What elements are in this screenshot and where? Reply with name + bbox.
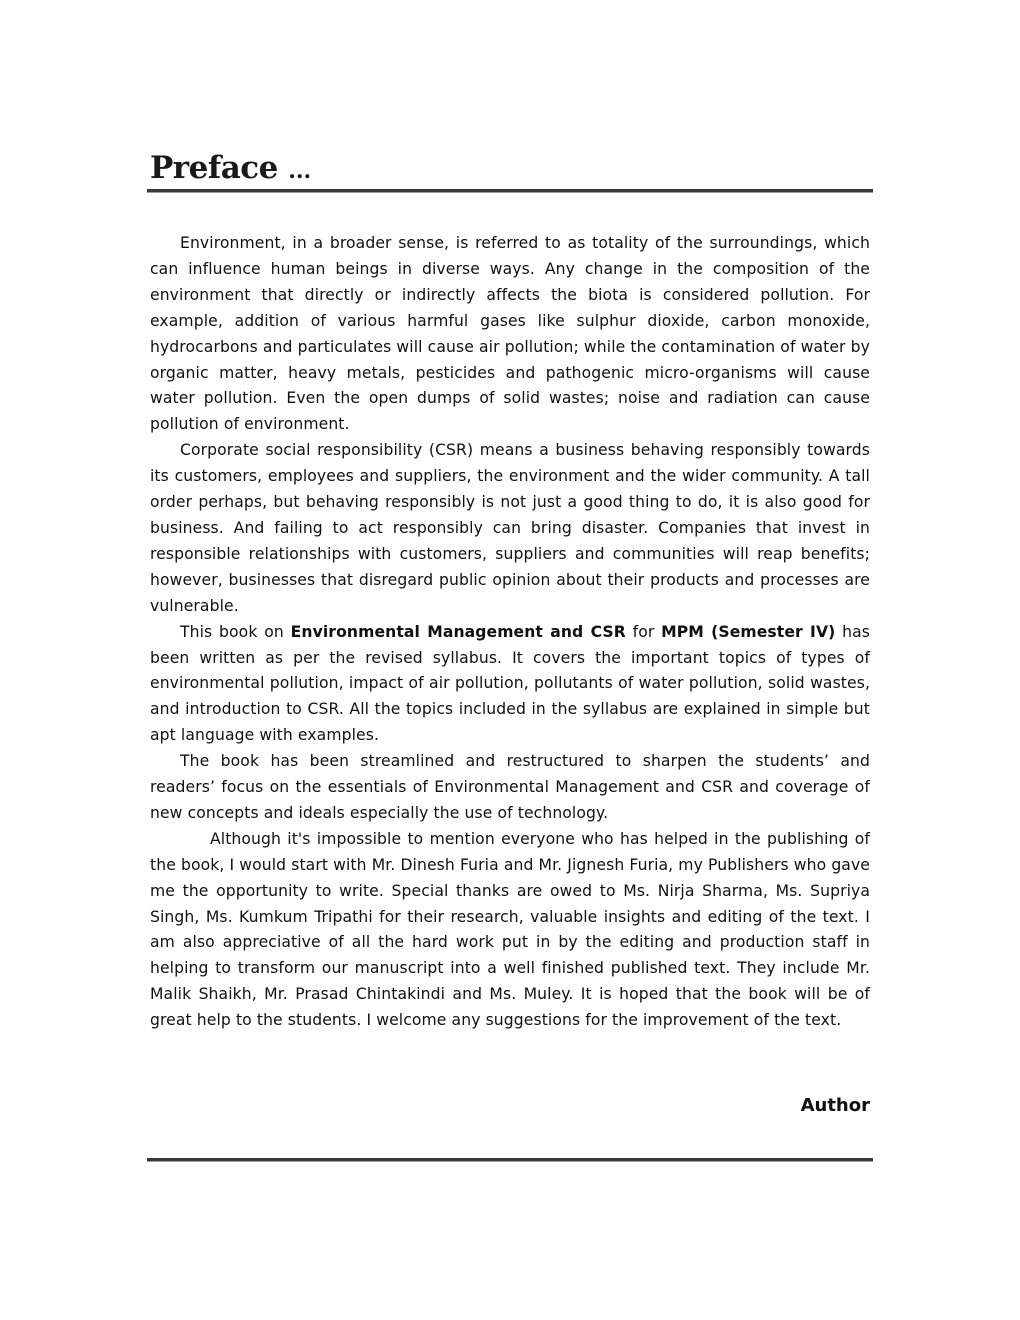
paragraph-text: for — [625, 622, 662, 641]
paragraph-book-scope — [150, 620, 870, 750]
author-signature: Author — [800, 1095, 870, 1116]
paragraph-csr: Corporate social responsibility (CSR) means a business behaving responsibly towards its customers, employees and suppliers, the environment and the wider community. A tall order perhaps, but behaving responsibly is not just a good thing to do, it is also good for business. And failing to act responsibly can bring disaster. Companies that invest in responsible relationships with customers, suppliers and communities will reap benefits; however, businesses that disregard public opinion about their products and processes are vulnerable. — [150, 441, 870, 615]
paragraph-text: This book on — [180, 622, 291, 641]
paragraph-acknowledgements: Although it's impossible to mention everyone who has helped in the publishing of the book, I would start with Mr. Dinesh Furia and Mr. Jignesh Furia, my Publishers who gave me the opportunity to write. Special thanks are owed to Ms. Nirja Sharma, Ms. Supriya Singh, Ms. Kumkum Tripathi for their research, valuable insights and editing of the text. I am also appreciative of all the hard work put in by the editing and production staff in helping to transform our manuscript into a well finished published text. They include Mr. Malik Shaikh, Mr. Prasad Chintakindi and Ms. Muley. It is hoped that the book will be of great help to the students. I welcome any suggestions for the improvement of the text. — [150, 829, 870, 1030]
paragraph-text: has been written as per the revised syllabus. It covers the important topics of types of environmental pollution, impact of air pollution, pollutants of water pollution, solid wastes, and introduction to CSR. All the topics included in the syllabus are explained in simple but apt language with examples. — [150, 622, 870, 745]
course-name: MPM (Semester IV) — [661, 622, 836, 641]
paragraph-restructure: The book has been streamlined and restructured to sharpen the students’ and readers’ focus on the essentials of Environmental Management and CSR and coverage of new concepts and ideals especially the use of technology. — [150, 752, 870, 822]
book-title: Environmental Management and CSR — [290, 622, 626, 641]
page-title — [150, 148, 311, 191]
bottom-divider — [147, 1158, 873, 1162]
page-title-suffix: ... — [288, 158, 312, 184]
paragraph-environment: Environment, in a broader sense, is referred to as totality of the surroundings, which can influence human beings in diverse ways. Any change in the composition of the environment that directly or indirectly affects the biota is considered pollution. For example, addition of various harmful gases like sulphur dioxide, carbon monoxide, hydrocarbons and particulates will cause air pollution; while the contamination of water by organic matter, heavy metals, pesticides and pathogenic micro-organisms will cause water pollution. Even the open dumps of solid wastes; noise and radiation can cause pollution of environment. — [150, 234, 870, 434]
preface-body — [150, 231, 870, 1034]
page-title-text: Preface — [150, 150, 278, 186]
top-divider — [147, 189, 873, 193]
